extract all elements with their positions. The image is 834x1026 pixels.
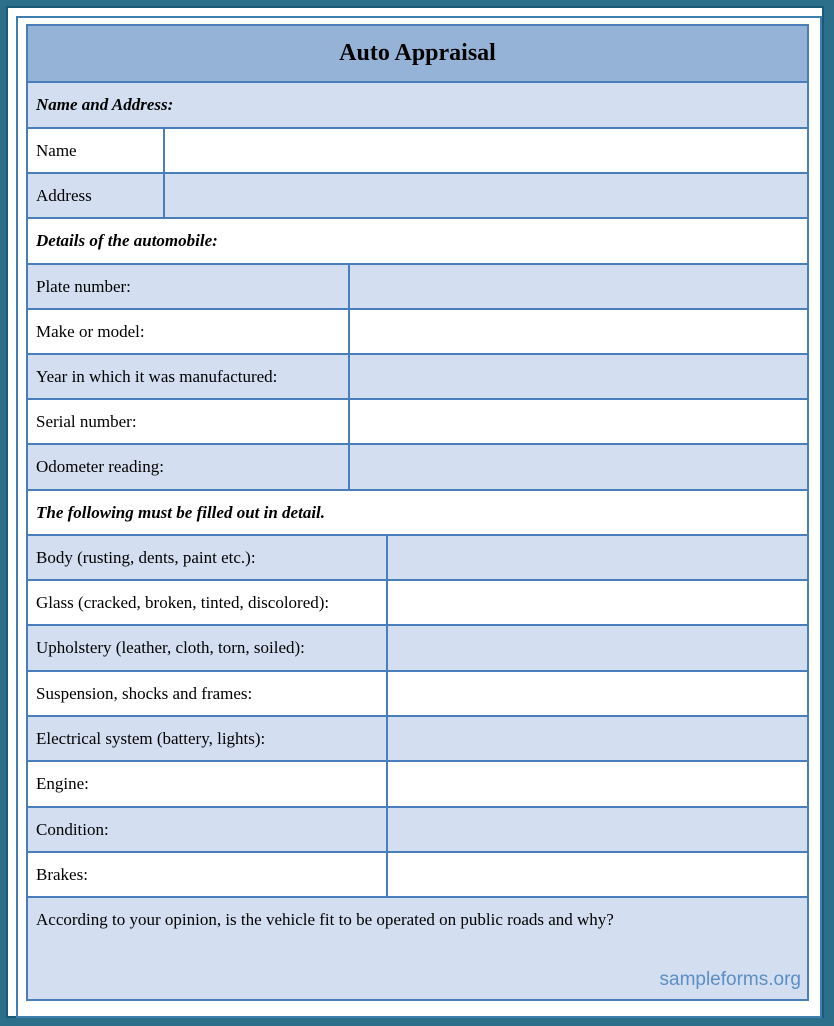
appraisal-form: [26, 24, 809, 1001]
address-field[interactable]: [165, 174, 807, 217]
serial-number-field[interactable]: [350, 400, 807, 443]
detail-row: [28, 717, 807, 762]
condition-field[interactable]: [388, 808, 807, 851]
vehicle-row: [28, 310, 807, 355]
glass-field[interactable]: [388, 581, 807, 624]
opinion-question: According to your opinion, is the vehicle fit to be operated on public roads and why?: [36, 910, 614, 929]
watermark: sampleforms.org: [659, 969, 801, 990]
detail-row: [28, 581, 807, 626]
vehicle-label: Odometer reading:: [28, 445, 350, 489]
opinion-row[interactable]: [28, 898, 807, 999]
vehicle-label: Year in which it was manufactured:: [28, 355, 350, 398]
suspension-field[interactable]: [388, 672, 807, 715]
detail-row: [28, 672, 807, 717]
vehicle-row: [28, 265, 807, 310]
plate-number-field[interactable]: [350, 265, 807, 308]
electrical-field[interactable]: [388, 717, 807, 760]
detail-label: Upholstery (leather, cloth, torn, soiled):: [28, 626, 388, 670]
vehicle-row: [28, 400, 807, 445]
detail-row: [28, 536, 807, 581]
detail-label: Suspension, shocks and frames:: [28, 672, 388, 715]
address-row: [28, 174, 807, 219]
body-field[interactable]: [388, 536, 807, 579]
detail-row: [28, 762, 807, 808]
detail-label: Engine:: [28, 762, 388, 806]
odometer-field[interactable]: [350, 445, 807, 489]
detail-label: Glass (cracked, broken, tinted, discolored):: [28, 581, 388, 624]
form-title: Auto Appraisal: [339, 40, 496, 66]
detail-label: Condition:: [28, 808, 388, 851]
detail-row: [28, 853, 807, 898]
section-detail: The following must be filled out in detail.: [28, 491, 807, 536]
name-label: Name: [28, 129, 165, 172]
vehicle-row: [28, 445, 807, 491]
detail-row: [28, 808, 807, 853]
detail-label: Body (rusting, dents, paint etc.):: [28, 536, 388, 579]
form-title-row: [28, 26, 807, 83]
vehicle-label: Make or model:: [28, 310, 350, 353]
vehicle-row: [28, 355, 807, 400]
address-label: Address: [28, 174, 165, 217]
brakes-field[interactable]: [388, 853, 807, 896]
section-automobile: Details of the automobile:: [28, 219, 807, 265]
vehicle-label: Serial number:: [28, 400, 350, 443]
make-model-field[interactable]: [350, 310, 807, 353]
detail-label: Electrical system (battery, lights):: [28, 717, 388, 760]
upholstery-field[interactable]: [388, 626, 807, 670]
name-row: [28, 129, 807, 174]
section-name-address: Name and Address:: [28, 83, 807, 129]
name-field[interactable]: [165, 129, 807, 172]
year-field[interactable]: [350, 355, 807, 398]
engine-field[interactable]: [388, 762, 807, 806]
vehicle-label: Plate number:: [28, 265, 350, 308]
detail-row: [28, 626, 807, 672]
detail-label: Brakes:: [28, 853, 388, 896]
